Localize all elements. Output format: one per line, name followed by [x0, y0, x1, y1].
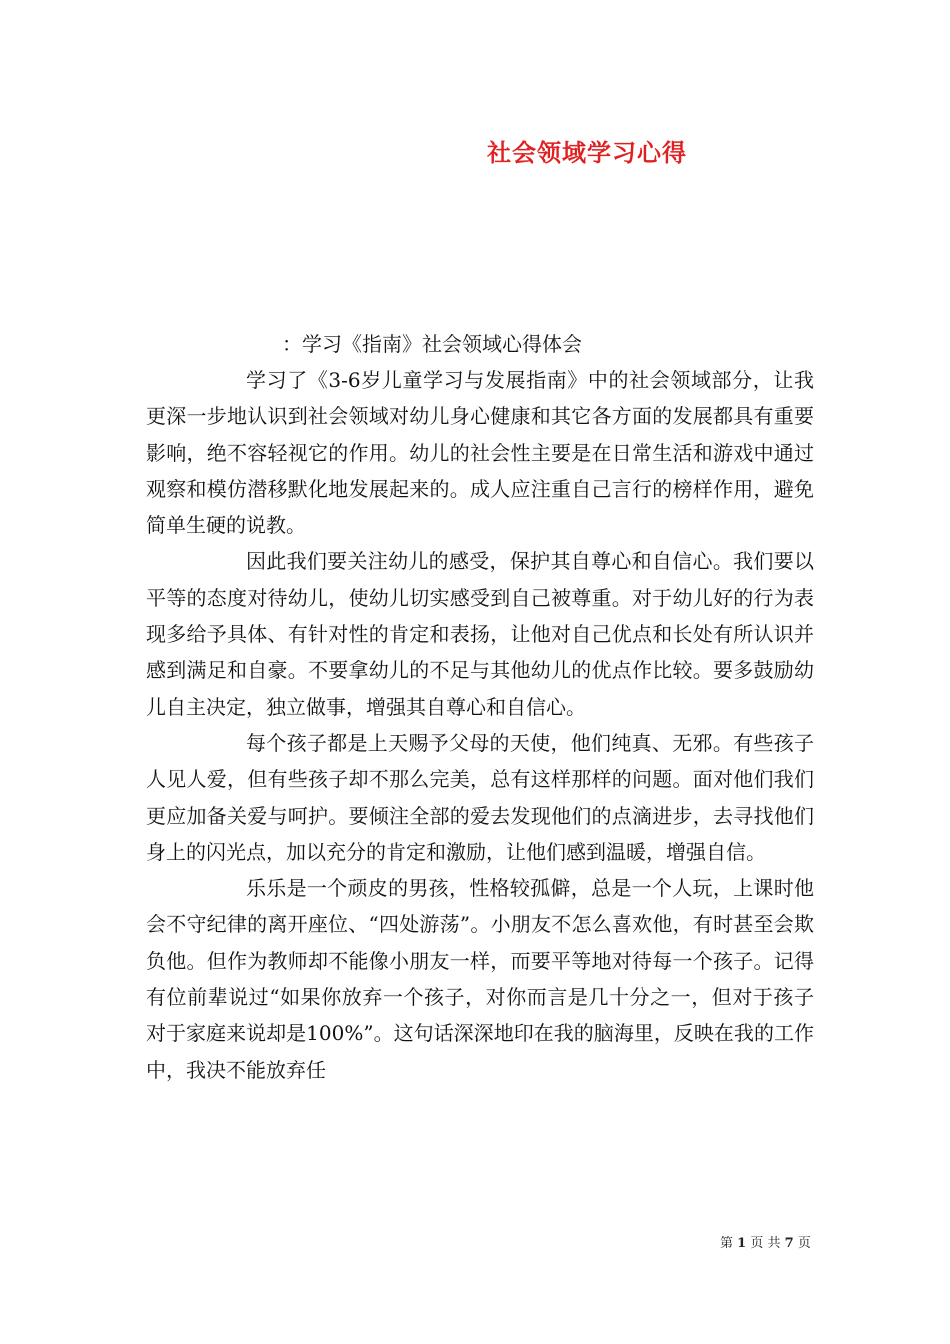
subtitle: ：学习《指南》社会领域心得体会	[282, 332, 582, 356]
total-pages-number: 7	[784, 1236, 794, 1251]
page-title: 社会领域学习心得	[487, 138, 687, 167]
footer-suffix: 页	[797, 1236, 811, 1251]
footer-middle: 页 共	[750, 1236, 781, 1251]
paragraph: 乐乐是一个顽皮的男孩，性格较孤僻，总是一个人玩，上课时他会不守纪律的离开座位、“四处游荡”。小朋友不怎么喜欢他，有时甚至会欺负他。但作为教师却不能像小朋友一样，而要平等地对待每一个孩子。记得有位前辈说过“如果你放弃一个孩子，对你而言是几十分之一，但对于孩子对于家庭来说却是100%”。这句话深深地印在我的脑海里，反映在我的工作中，我决不能放弃任	[146, 876, 814, 1082]
current-page-number: 1	[737, 1236, 747, 1251]
body-text	[146, 362, 814, 1088]
paragraph: 因此我们要关注幼儿的感受，保护其自尊心和自信心。我们要以平等的态度对待幼儿，使幼儿切实感受到自己被尊重。对于幼儿好的行为表现多给予具体、有针对性的肯定和表扬，让他对自己优点和长处有所认识并感到满足和自豪。不要拿幼儿的不足与其他幼儿的优点作比较。要多鼓励幼儿自主决定，独立做事，增强其自尊心和自信心。	[146, 549, 814, 719]
paragraph: 学习了《3-6岁儿童学习与发展指南》中的社会领域部分，让我更深一步地认识到社会领域对幼儿身心健康和其它各方面的发展都具有重要影响，绝不容轻视它的作用。幼儿的社会性主要是在日常生活和游戏中通过观察和模仿潜移默化地发展起来的。成人应注重自己言行的榜样作用，避免简单生硬的说教。	[146, 368, 814, 538]
footer-prefix: 第	[720, 1236, 734, 1251]
page-footer	[720, 1232, 811, 1251]
paragraph: 每个孩子都是上天赐予父母的天使，他们纯真、无邪。有些孩子人见人爱，但有些孩子却不那么完美，总有这样那样的问题。面对他们我们更应加备关爱与呵护。要倾注全部的爱去发现他们的点滴进步，去寻找他们身上的闪光点，加以充分的肯定和激励，让他们感到温暖，增强自信。	[146, 730, 814, 864]
